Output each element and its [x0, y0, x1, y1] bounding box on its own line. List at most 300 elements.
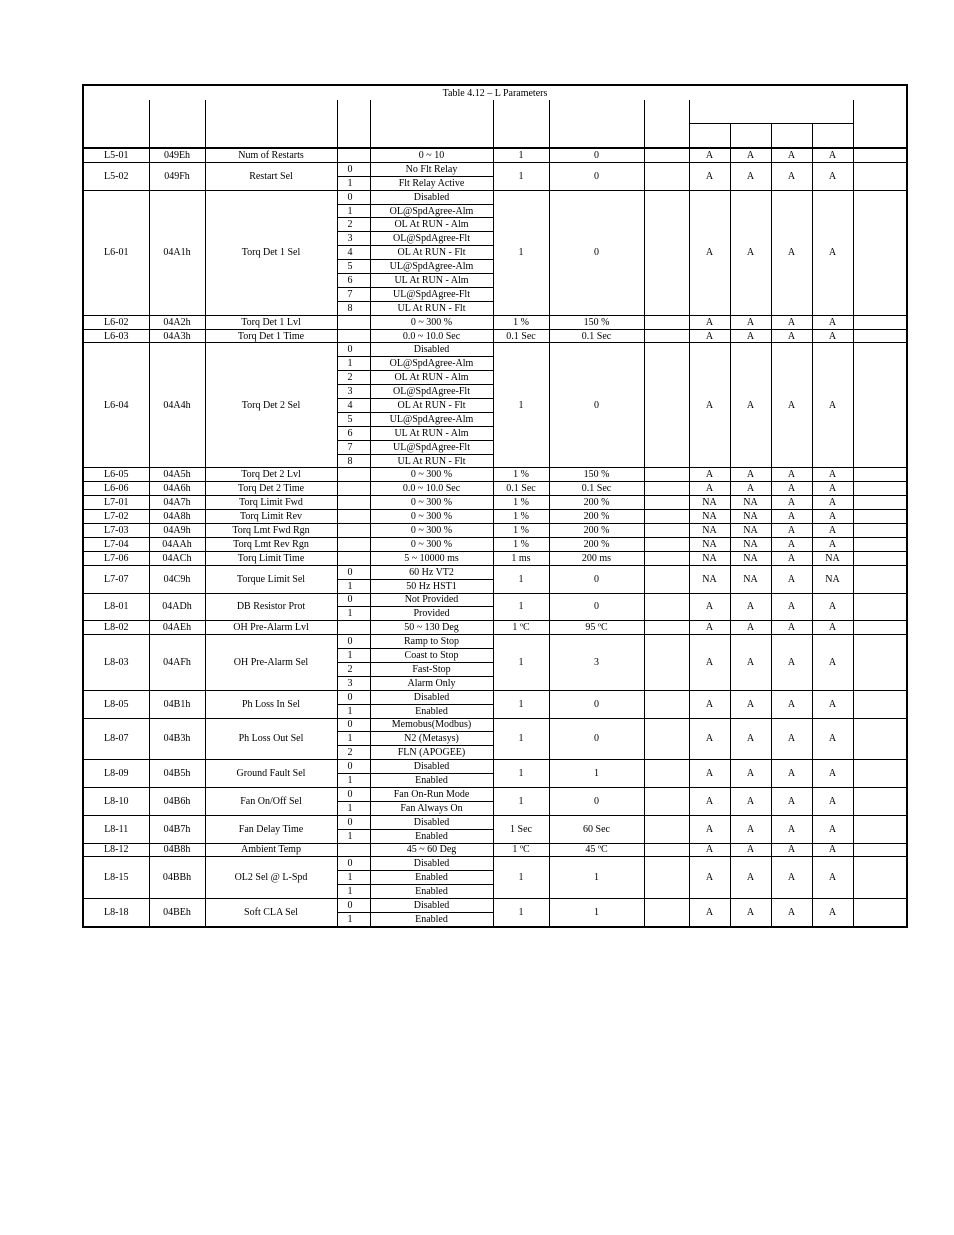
param-name-cell: Ph Loss In Sel: [205, 690, 337, 718]
setting-cell: [337, 621, 370, 635]
description-cell: Provided: [370, 607, 493, 621]
setting-cell: 1: [337, 176, 370, 190]
access-cell: A: [771, 468, 812, 482]
extra-cell: [644, 148, 689, 162]
increment-cell: 1 %: [493, 496, 549, 510]
access-cell: A: [689, 690, 730, 718]
increment-cell: 1: [493, 162, 549, 190]
default-cell: 150 %: [549, 315, 644, 329]
setting-cell: [337, 148, 370, 162]
increment-cell: 1 ms: [493, 551, 549, 565]
access-cell: A: [812, 593, 853, 621]
access-cell: NA: [689, 524, 730, 538]
col-header: [493, 100, 549, 148]
increment-cell: 1 %: [493, 315, 549, 329]
param-number-cell: L8-12: [83, 843, 149, 857]
extra-cell: [644, 315, 689, 329]
access-cell: A: [730, 760, 771, 788]
increment-cell: 1 %: [493, 524, 549, 538]
blank-cell: [853, 787, 907, 815]
param-number-cell: L8-15: [83, 857, 149, 899]
col-header: [644, 100, 689, 148]
setting-cell: 1: [337, 829, 370, 843]
default-cell: 0: [549, 565, 644, 593]
setting-cell: 5: [337, 412, 370, 426]
increment-cell: 1: [493, 787, 549, 815]
access-cell: A: [771, 162, 812, 190]
table-row: [83, 690, 907, 704]
extra-cell: [644, 190, 689, 315]
modbus-address-cell: 04A3h: [149, 329, 205, 343]
description-cell: 50 Hz HST1: [370, 579, 493, 593]
modbus-address-cell: 04A8h: [149, 510, 205, 524]
access-cell: A: [771, 843, 812, 857]
increment-cell: 1: [493, 343, 549, 468]
param-name-cell: Torq Det 2 Time: [205, 482, 337, 496]
extra-cell: [644, 343, 689, 468]
setting-cell: 3: [337, 676, 370, 690]
setting-cell: 3: [337, 385, 370, 399]
table-row: [83, 565, 907, 579]
access-cell: A: [689, 315, 730, 329]
increment-cell: 0.1 Sec: [493, 329, 549, 343]
param-number-cell: L8-05: [83, 690, 149, 718]
param-name-cell: Torq Det 1 Lvl: [205, 315, 337, 329]
table-row: [83, 551, 907, 565]
access-cell: A: [812, 162, 853, 190]
access-cell: A: [689, 635, 730, 691]
param-number-cell: L6-06: [83, 482, 149, 496]
extra-cell: [644, 496, 689, 510]
default-cell: 1: [549, 857, 644, 899]
default-cell: 95 ºC: [549, 621, 644, 635]
extra-cell: [644, 551, 689, 565]
increment-cell: 1 %: [493, 537, 549, 551]
extra-cell: [644, 718, 689, 760]
param-number-cell: L8-18: [83, 899, 149, 927]
access-cell: A: [730, 148, 771, 162]
modbus-address-cell: 04A7h: [149, 496, 205, 510]
blank-cell: [853, 635, 907, 691]
extra-cell: [644, 510, 689, 524]
description-cell: OL@SpdAgree-Flt: [370, 232, 493, 246]
setting-cell: 8: [337, 301, 370, 315]
access-cell: A: [730, 787, 771, 815]
blank-cell: [853, 621, 907, 635]
extra-cell: [644, 537, 689, 551]
description-cell: Fan Always On: [370, 801, 493, 815]
description-cell: Not Provided: [370, 593, 493, 607]
setting-cell: 0: [337, 593, 370, 607]
blank-cell: [853, 162, 907, 190]
access-cell: NA: [689, 551, 730, 565]
default-cell: 150 %: [549, 468, 644, 482]
col-header: [549, 100, 644, 148]
description-cell: UL@SpdAgree-Alm: [370, 412, 493, 426]
modbus-address-cell: 049Eh: [149, 148, 205, 162]
access-cell: A: [812, 468, 853, 482]
param-name-cell: Torq Det 1 Sel: [205, 190, 337, 315]
table-row: [83, 843, 907, 857]
param-name-cell: OL2 Sel @ L-Spd: [205, 857, 337, 899]
increment-cell: 1: [493, 593, 549, 621]
description-cell: 5 ~ 10000 ms: [370, 551, 493, 565]
access-cell: A: [730, 482, 771, 496]
setting-cell: 0: [337, 857, 370, 871]
param-number-cell: L7-01: [83, 496, 149, 510]
description-cell: Memobus(Modbus): [370, 718, 493, 732]
access-cell: A: [812, 343, 853, 468]
description-cell: 0 ~ 300 %: [370, 510, 493, 524]
default-cell: 3: [549, 635, 644, 691]
modbus-address-cell: 04ADh: [149, 593, 205, 621]
description-cell: 50 ~ 130 Deg: [370, 621, 493, 635]
access-cell: A: [689, 343, 730, 468]
modbus-address-cell: 04B8h: [149, 843, 205, 857]
setting-cell: 0: [337, 635, 370, 649]
table-row: [83, 329, 907, 343]
extra-cell: [644, 593, 689, 621]
increment-cell: 1: [493, 718, 549, 760]
access-cell: A: [771, 343, 812, 468]
setting-cell: [337, 468, 370, 482]
modbus-address-cell: 04AFh: [149, 635, 205, 691]
description-cell: UL At RUN - Flt: [370, 301, 493, 315]
param-number-cell: L8-07: [83, 718, 149, 760]
access-cell: NA: [730, 537, 771, 551]
setting-cell: [337, 315, 370, 329]
access-cell: A: [812, 496, 853, 510]
description-cell: N2 (Metasys): [370, 732, 493, 746]
increment-cell: 1: [493, 148, 549, 162]
increment-cell: 0.1 Sec: [493, 482, 549, 496]
description-cell: OL At RUN - Alm: [370, 371, 493, 385]
increment-cell: 1 %: [493, 510, 549, 524]
access-cell: A: [771, 760, 812, 788]
access-cell: A: [812, 482, 853, 496]
access-cell: A: [812, 621, 853, 635]
col-header: [149, 100, 205, 148]
access-cell: A: [730, 635, 771, 691]
increment-cell: 1: [493, 690, 549, 718]
extra-cell: [644, 815, 689, 843]
access-cell: A: [771, 815, 812, 843]
blank-cell: [853, 718, 907, 760]
default-cell: 0.1 Sec: [549, 482, 644, 496]
access-cell: A: [812, 635, 853, 691]
access-cell: A: [730, 162, 771, 190]
setting-cell: 0: [337, 343, 370, 357]
blank-cell: [853, 510, 907, 524]
description-cell: UL@SpdAgree-Flt: [370, 287, 493, 301]
access-cell: NA: [689, 537, 730, 551]
access-cell: A: [812, 899, 853, 927]
access-cell: A: [812, 315, 853, 329]
description-cell: UL At RUN - Alm: [370, 426, 493, 440]
access-cell: A: [771, 635, 812, 691]
table-row: [83, 315, 907, 329]
setting-cell: 0: [337, 190, 370, 204]
access-cell: A: [812, 718, 853, 760]
extra-cell: [644, 565, 689, 593]
access-cell: A: [812, 815, 853, 843]
table-row: [83, 857, 907, 871]
blank-cell: [853, 565, 907, 593]
access-cell: NA: [812, 565, 853, 593]
access-cell: A: [771, 315, 812, 329]
access-cell: NA: [730, 524, 771, 538]
table-row: [83, 787, 907, 801]
setting-cell: 2: [337, 218, 370, 232]
param-number-cell: L6-05: [83, 468, 149, 482]
description-cell: Disabled: [370, 760, 493, 774]
access-cell: A: [771, 496, 812, 510]
param-name-cell: Torq Limit Fwd: [205, 496, 337, 510]
blank-cell: [853, 815, 907, 843]
access-cell: A: [771, 510, 812, 524]
param-name-cell: Soft CLA Sel: [205, 899, 337, 927]
param-name-cell: Ground Fault Sel: [205, 760, 337, 788]
access-cell: A: [689, 329, 730, 343]
default-cell: 0.1 Sec: [549, 329, 644, 343]
setting-cell: 0: [337, 690, 370, 704]
setting-cell: 0: [337, 760, 370, 774]
table-row: [83, 621, 907, 635]
blank-cell: [853, 857, 907, 899]
parameter-table: [82, 84, 908, 928]
blank-cell: [853, 760, 907, 788]
extra-cell: [644, 524, 689, 538]
setting-cell: [337, 496, 370, 510]
table-row: [83, 496, 907, 510]
table-row: [83, 343, 907, 357]
table-title: Table 4.12 – L Parameters: [83, 85, 907, 100]
description-cell: 45 ~ 60 Deg: [370, 843, 493, 857]
description-cell: OL@SpdAgree-Alm: [370, 357, 493, 371]
param-name-cell: Fan On/Off Sel: [205, 787, 337, 815]
setting-cell: 1: [337, 704, 370, 718]
description-cell: No Flt Relay: [370, 162, 493, 176]
description-cell: FLN (APOGEE): [370, 746, 493, 760]
setting-cell: [337, 843, 370, 857]
extra-cell: [644, 635, 689, 691]
description-cell: 0 ~ 300 %: [370, 315, 493, 329]
description-cell: Enabled: [370, 871, 493, 885]
table-row: [83, 760, 907, 774]
setting-cell: 0: [337, 565, 370, 579]
modbus-address-cell: 04A4h: [149, 343, 205, 468]
setting-cell: [337, 329, 370, 343]
param-name-cell: Restart Sel: [205, 162, 337, 190]
description-cell: OL At RUN - Flt: [370, 246, 493, 260]
default-cell: 60 Sec: [549, 815, 644, 843]
param-name-cell: Torq Lmt Fwd Rgn: [205, 524, 337, 538]
table-row: [83, 190, 907, 204]
setting-cell: 1: [337, 732, 370, 746]
access-cell: NA: [689, 565, 730, 593]
default-cell: 0: [549, 190, 644, 315]
param-name-cell: OH Pre-Alarm Sel: [205, 635, 337, 691]
extra-cell: [644, 329, 689, 343]
access-cell: A: [771, 524, 812, 538]
description-cell: Enabled: [370, 774, 493, 788]
col-header: [83, 100, 149, 148]
default-cell: 1: [549, 760, 644, 788]
description-cell: OL At RUN - Alm: [370, 218, 493, 232]
access-cell: A: [689, 468, 730, 482]
access-cell: A: [812, 510, 853, 524]
param-name-cell: Ph Loss Out Sel: [205, 718, 337, 760]
default-cell: 0: [549, 343, 644, 468]
modbus-address-cell: 04A6h: [149, 482, 205, 496]
description-cell: Enabled: [370, 829, 493, 843]
setting-cell: 7: [337, 287, 370, 301]
access-cell: A: [689, 843, 730, 857]
table-row: [83, 162, 907, 176]
access-cell: A: [771, 787, 812, 815]
table-row: [83, 815, 907, 829]
param-name-cell: Torq Limit Time: [205, 551, 337, 565]
param-number-cell: L6-04: [83, 343, 149, 468]
extra-cell: [644, 857, 689, 899]
access-cell: NA: [812, 551, 853, 565]
access-cell: A: [689, 787, 730, 815]
default-cell: 0: [549, 787, 644, 815]
description-cell: Disabled: [370, 343, 493, 357]
param-number-cell: L8-03: [83, 635, 149, 691]
access-cell: A: [771, 190, 812, 315]
param-number-cell: L8-02: [83, 621, 149, 635]
modbus-address-cell: 04BEh: [149, 899, 205, 927]
default-cell: 0: [549, 690, 644, 718]
param-number-cell: L6-01: [83, 190, 149, 315]
setting-cell: 1: [337, 912, 370, 926]
description-cell: OL At RUN - Flt: [370, 399, 493, 413]
col-header: [370, 100, 493, 148]
description-cell: Disabled: [370, 899, 493, 913]
table-row: [83, 718, 907, 732]
table-row: [83, 468, 907, 482]
table-row: [83, 482, 907, 496]
description-cell: 0.0 ~ 10.0 Sec: [370, 329, 493, 343]
access-cell: A: [730, 843, 771, 857]
param-name-cell: DB Resistor Prot: [205, 593, 337, 621]
access-cell: A: [689, 760, 730, 788]
blank-cell: [853, 343, 907, 468]
access-cell: A: [730, 621, 771, 635]
setting-cell: [337, 524, 370, 538]
access-cell: A: [730, 690, 771, 718]
default-cell: 45 ºC: [549, 843, 644, 857]
setting-cell: 1: [337, 357, 370, 371]
access-cell: A: [730, 815, 771, 843]
description-cell: Coast to Stop: [370, 649, 493, 663]
description-cell: UL At RUN - Flt: [370, 454, 493, 468]
access-cell: A: [689, 899, 730, 927]
param-number-cell: L6-03: [83, 329, 149, 343]
increment-cell: 1 ºC: [493, 843, 549, 857]
access-cell: A: [730, 593, 771, 621]
modbus-address-cell: 04A1h: [149, 190, 205, 315]
col-header: [689, 100, 853, 124]
default-cell: 0: [549, 718, 644, 760]
description-cell: 0 ~ 300 %: [370, 537, 493, 551]
access-cell: A: [812, 760, 853, 788]
modbus-address-cell: 04A5h: [149, 468, 205, 482]
param-number-cell: L8-10: [83, 787, 149, 815]
access-cell: A: [730, 468, 771, 482]
blank-cell: [853, 690, 907, 718]
access-cell: A: [730, 718, 771, 760]
description-cell: 0 ~ 300 %: [370, 468, 493, 482]
default-cell: 0: [549, 593, 644, 621]
param-number-cell: L8-11: [83, 815, 149, 843]
access-cell: A: [689, 621, 730, 635]
increment-cell: 1: [493, 899, 549, 927]
setting-cell: 4: [337, 246, 370, 260]
increment-cell: 1 %: [493, 468, 549, 482]
access-cell: A: [730, 343, 771, 468]
default-cell: 0: [549, 148, 644, 162]
access-cell: NA: [730, 496, 771, 510]
description-cell: Alarm Only: [370, 676, 493, 690]
default-cell: 200 %: [549, 537, 644, 551]
description-cell: 0.0 ~ 10.0 Sec: [370, 482, 493, 496]
increment-cell: 1: [493, 190, 549, 315]
blank-cell: [853, 468, 907, 482]
setting-cell: 6: [337, 426, 370, 440]
access-cell: A: [771, 899, 812, 927]
access-cell: A: [812, 524, 853, 538]
access-cell: A: [771, 690, 812, 718]
access-cell: NA: [730, 510, 771, 524]
description-cell: 0 ~ 300 %: [370, 496, 493, 510]
access-cell: A: [812, 148, 853, 162]
col-header: [689, 124, 730, 149]
modbus-address-cell: 04A9h: [149, 524, 205, 538]
blank-cell: [853, 190, 907, 315]
modbus-address-cell: 04B5h: [149, 760, 205, 788]
param-number-cell: L7-07: [83, 565, 149, 593]
extra-cell: [644, 482, 689, 496]
param-number-cell: L5-02: [83, 162, 149, 190]
setting-cell: [337, 551, 370, 565]
access-cell: A: [689, 162, 730, 190]
col-header: [730, 124, 771, 149]
col-header: [853, 100, 907, 148]
setting-cell: 0: [337, 815, 370, 829]
setting-cell: [337, 482, 370, 496]
access-cell: A: [689, 593, 730, 621]
description-cell: OL@SpdAgree-Flt: [370, 385, 493, 399]
modbus-address-cell: 04B1h: [149, 690, 205, 718]
default-cell: 200 %: [549, 496, 644, 510]
description-cell: UL At RUN - Alm: [370, 274, 493, 288]
blank-cell: [853, 551, 907, 565]
table-row: [83, 899, 907, 913]
param-number-cell: L7-02: [83, 510, 149, 524]
access-cell: A: [771, 482, 812, 496]
description-cell: Disabled: [370, 815, 493, 829]
param-name-cell: Fan Delay Time: [205, 815, 337, 843]
setting-cell: 3: [337, 232, 370, 246]
extra-cell: [644, 843, 689, 857]
blank-cell: [853, 482, 907, 496]
blank-cell: [853, 899, 907, 927]
modbus-address-cell: 04ACh: [149, 551, 205, 565]
description-cell: Enabled: [370, 704, 493, 718]
setting-cell: 1: [337, 607, 370, 621]
